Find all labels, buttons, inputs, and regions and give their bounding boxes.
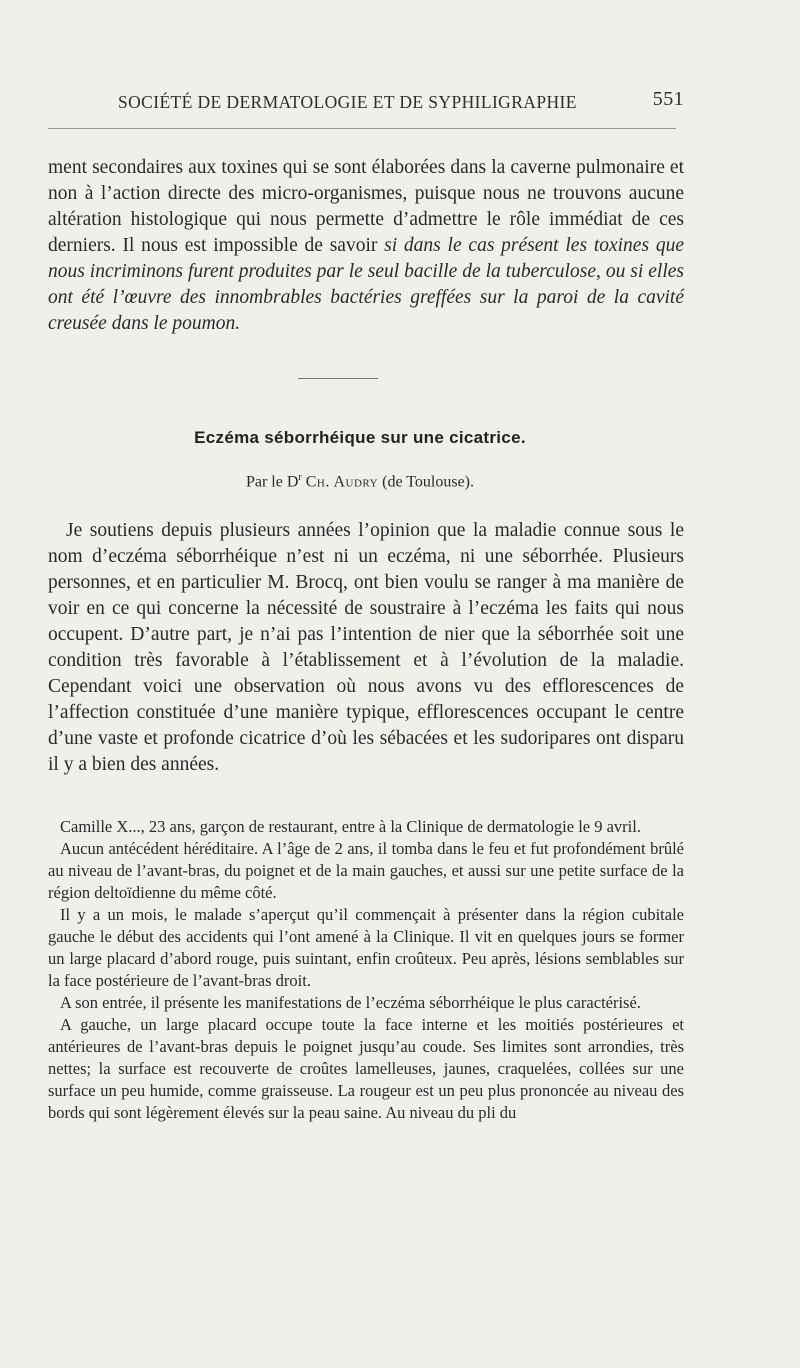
case-paragraph: Aucun antécédent héréditaire. A l’âge de 2 ans, il tomba dans le feu et fut profondément brûlé au niveau de l’avant-bras, du poignet et de la main gauches, et aussi sur une petite surface de la région deltoïdienne du même côté. <box>48 839 684 902</box>
byline-sup: r <box>298 472 302 483</box>
running-header <box>118 88 684 120</box>
running-title: SOCIÉTÉ DE DERMATOLOGIE ET DE SYPHILIGRAPHIE <box>118 92 577 112</box>
paragraph-italic-text: si dans le cas présent les toxines que nous incriminons furent produites par le seul bacille de la tuberculose, ou si elles ont été l’œuvre des innombrables bactéries greffées sur la paroi de la cavité creusée dans le poumon. <box>48 235 684 334</box>
page-number: 551 <box>652 88 684 110</box>
article-title: Eczéma séborrhéique sur une cicatrice. <box>194 428 526 447</box>
byline-suffix: (de Toulouse). <box>382 473 475 491</box>
article-byline <box>0 472 720 491</box>
paragraph-continued <box>48 155 684 337</box>
case-report <box>48 816 684 1124</box>
case-paragraph: A son entrée, il présente les manifestations de l’eczéma séborrhéique le plus caractérisé. <box>60 993 641 1012</box>
case-paragraph: Camille X..., 23 ans, garçon de restaurant, entre à la Clinique de dermatologie le 9 avril. <box>60 817 641 836</box>
header-rule <box>48 128 676 129</box>
paragraph-introduction: Je soutiens depuis plusieurs années l’opinion que la maladie connue sous le nom d’eczéma séborrhéique n’est ni un eczéma, ni une séborrhée. Plusieurs personnes, et en particulier M. Brocq, ont bien voulu se ranger à ma manière de voir en ce qui concerne la nécessité de soustraire à l’eczéma les faits qui nous occupent. D’autre part, je n’ai pas l’intention de nier que la séborrhée soit une condition très favorable à l’établissement et à l’évolution de la maladie. Cependant voici une observation où nous avons vu des efflorescences de l’affection constituée d’une manière typique, efflorescences occupant le centre d’une vaste et profonde cicatrice d’où les sébacées et les sudoripares ont disparu il y a bien des années. <box>48 520 684 775</box>
section-separator <box>298 378 378 379</box>
byline-author: Ch. Audry <box>305 473 379 491</box>
case-paragraph: A gauche, un large placard occupe toute la face interne et les moitiés postérieures et antérieures de l’avant-bras depuis le poignet jusqu’au coude. Ses limites sont arrondies, très nettes; la surface est recouverte de croûtes lamelleuses, jaunes, craquelées, collées sur une surface un peu humide, comme graisseuse. La rougeur est un peu plus prononcée au niveau des bords qui sont légèrement élevés sur la peau saine. Au niveau du pli du <box>48 1015 684 1122</box>
case-paragraph: Il y a un mois, le malade s’aperçut qu’il commençait à présenter dans la région cubitale gauche le début des accidents qui l’ont amené à la Clinique. Il vit en quelques jours se former un large placard d’abord rouge, puis suintant, enfin croûteux. Peu après, lésions semblables sur la face postérieure de l’avant-bras droit. <box>48 905 684 990</box>
paragraph-roman-text: ment secondaires aux toxines qui se sont élaborées dans la caverne pulmonaire et non à l’action directe des micro-organismes, puisque nous ne trouvons aucune altération histologique qui nous permette d’admettre le rôle immédiat de ces derniers. Il nous est impossible de savoir <box>48 157 684 256</box>
byline-prefix: Par le D <box>245 473 299 491</box>
